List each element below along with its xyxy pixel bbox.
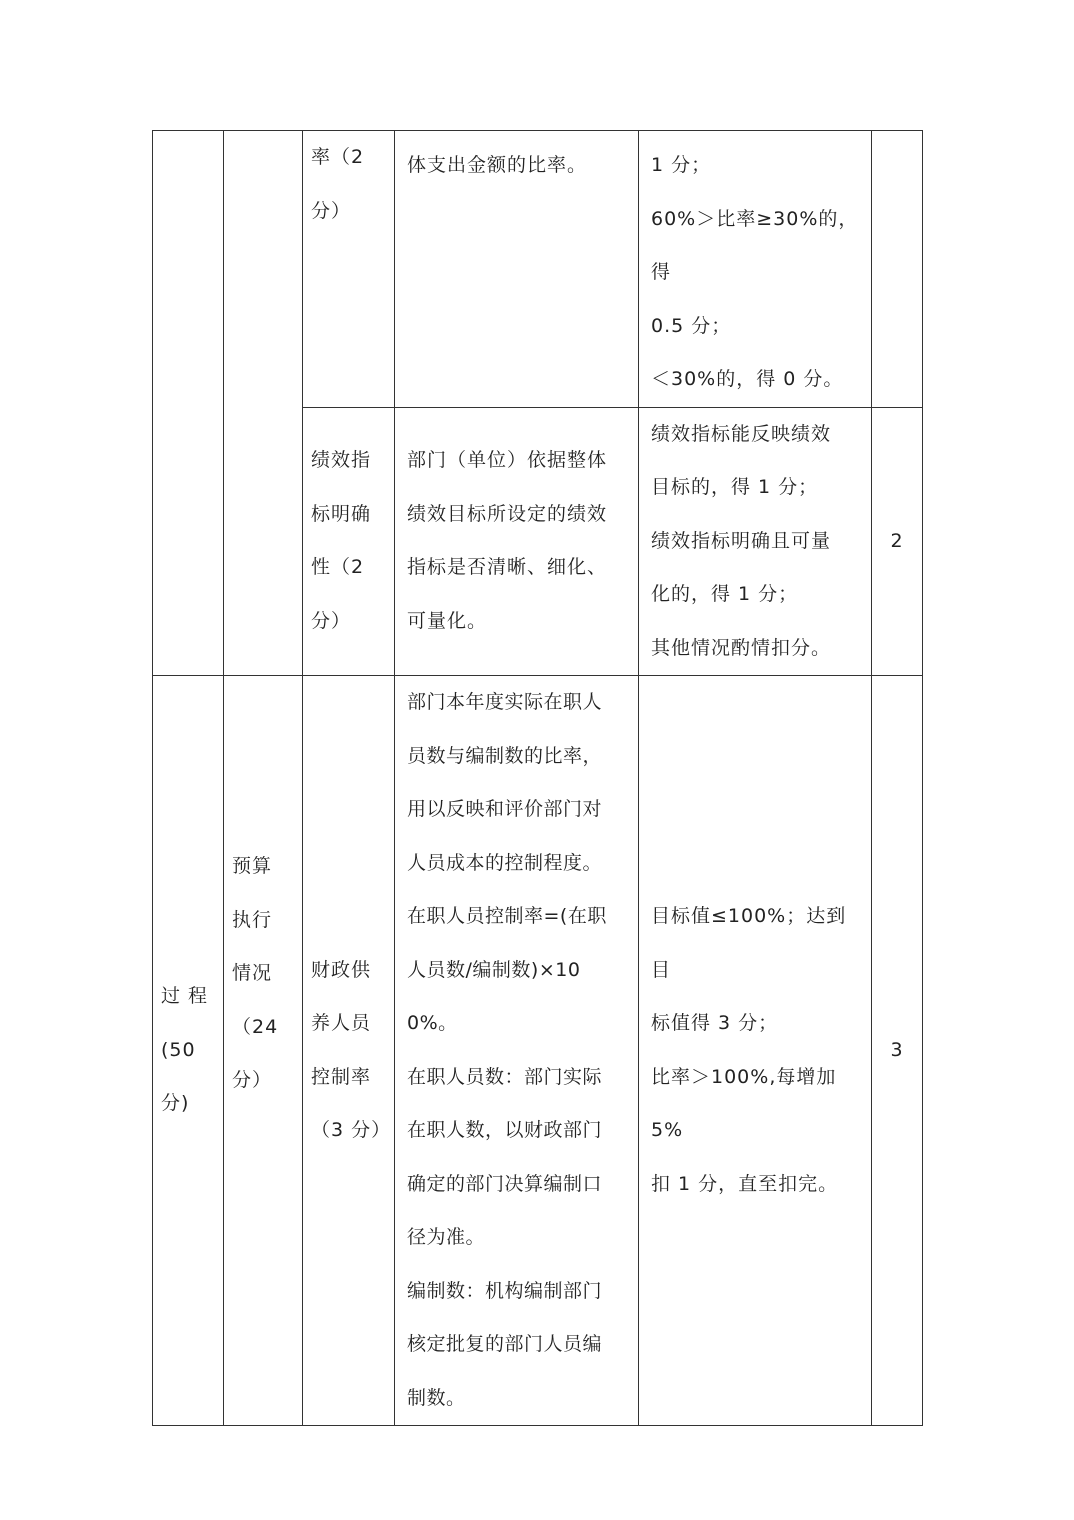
subcategory-cell-empty [224,131,303,676]
indicator-cell: 绩效指 标明确 性（2 分） [303,407,395,676]
score-cell: 3 [872,676,923,1426]
score-cell: 2 [872,407,923,676]
category-cell: 过 程 (50 分) [153,676,224,1426]
indicator-cell: 财政供 养人员 控制率 （3 分） [303,676,395,1426]
evaluation-table [152,130,923,1426]
description-cell: 部门本年度实际在职人 员数与编制数的比率， 用以反映和评价部门对 人员成本的控制程度。 在职人员控制率=(在职 人员数/编制数)×100%。 在职人员数：部门实际 在职人数，以财政部门 确定的部门决算编制口 径为准。 编制数：机构编制部门 核定批复的部门人员编 制数。 [395,676,639,1426]
description-cell: 部门（单位）依据整体 绩效目标所设定的绩效 指标是否清晰、细化、 可量化。 [395,407,639,676]
criteria-cell: 绩效指标能反映绩效 目标的，得 1 分； 绩效指标明确且可量 化的，得 1 分； 其他情况酌情扣分。 [639,407,872,676]
criteria-cell: 1 分； 60%＞比率≥30%的，得 0.5 分； ＜30%的，得 0 分。 [639,131,872,408]
description-cell: 体支出金额的比率。 [395,131,639,408]
subcategory-cell: 预算 执行 情况 （24 分） [224,676,303,1426]
table-row [153,131,923,408]
criteria-cell: 目标值≤100%；达到目 标值得 3 分； 比率＞100%,每增加 5% 扣 1 分，直至扣完。 [639,676,872,1426]
indicator-cell: 率（2 分） [303,131,395,408]
score-cell [872,131,923,408]
category-cell-empty [153,131,224,676]
table-row [153,676,923,1426]
